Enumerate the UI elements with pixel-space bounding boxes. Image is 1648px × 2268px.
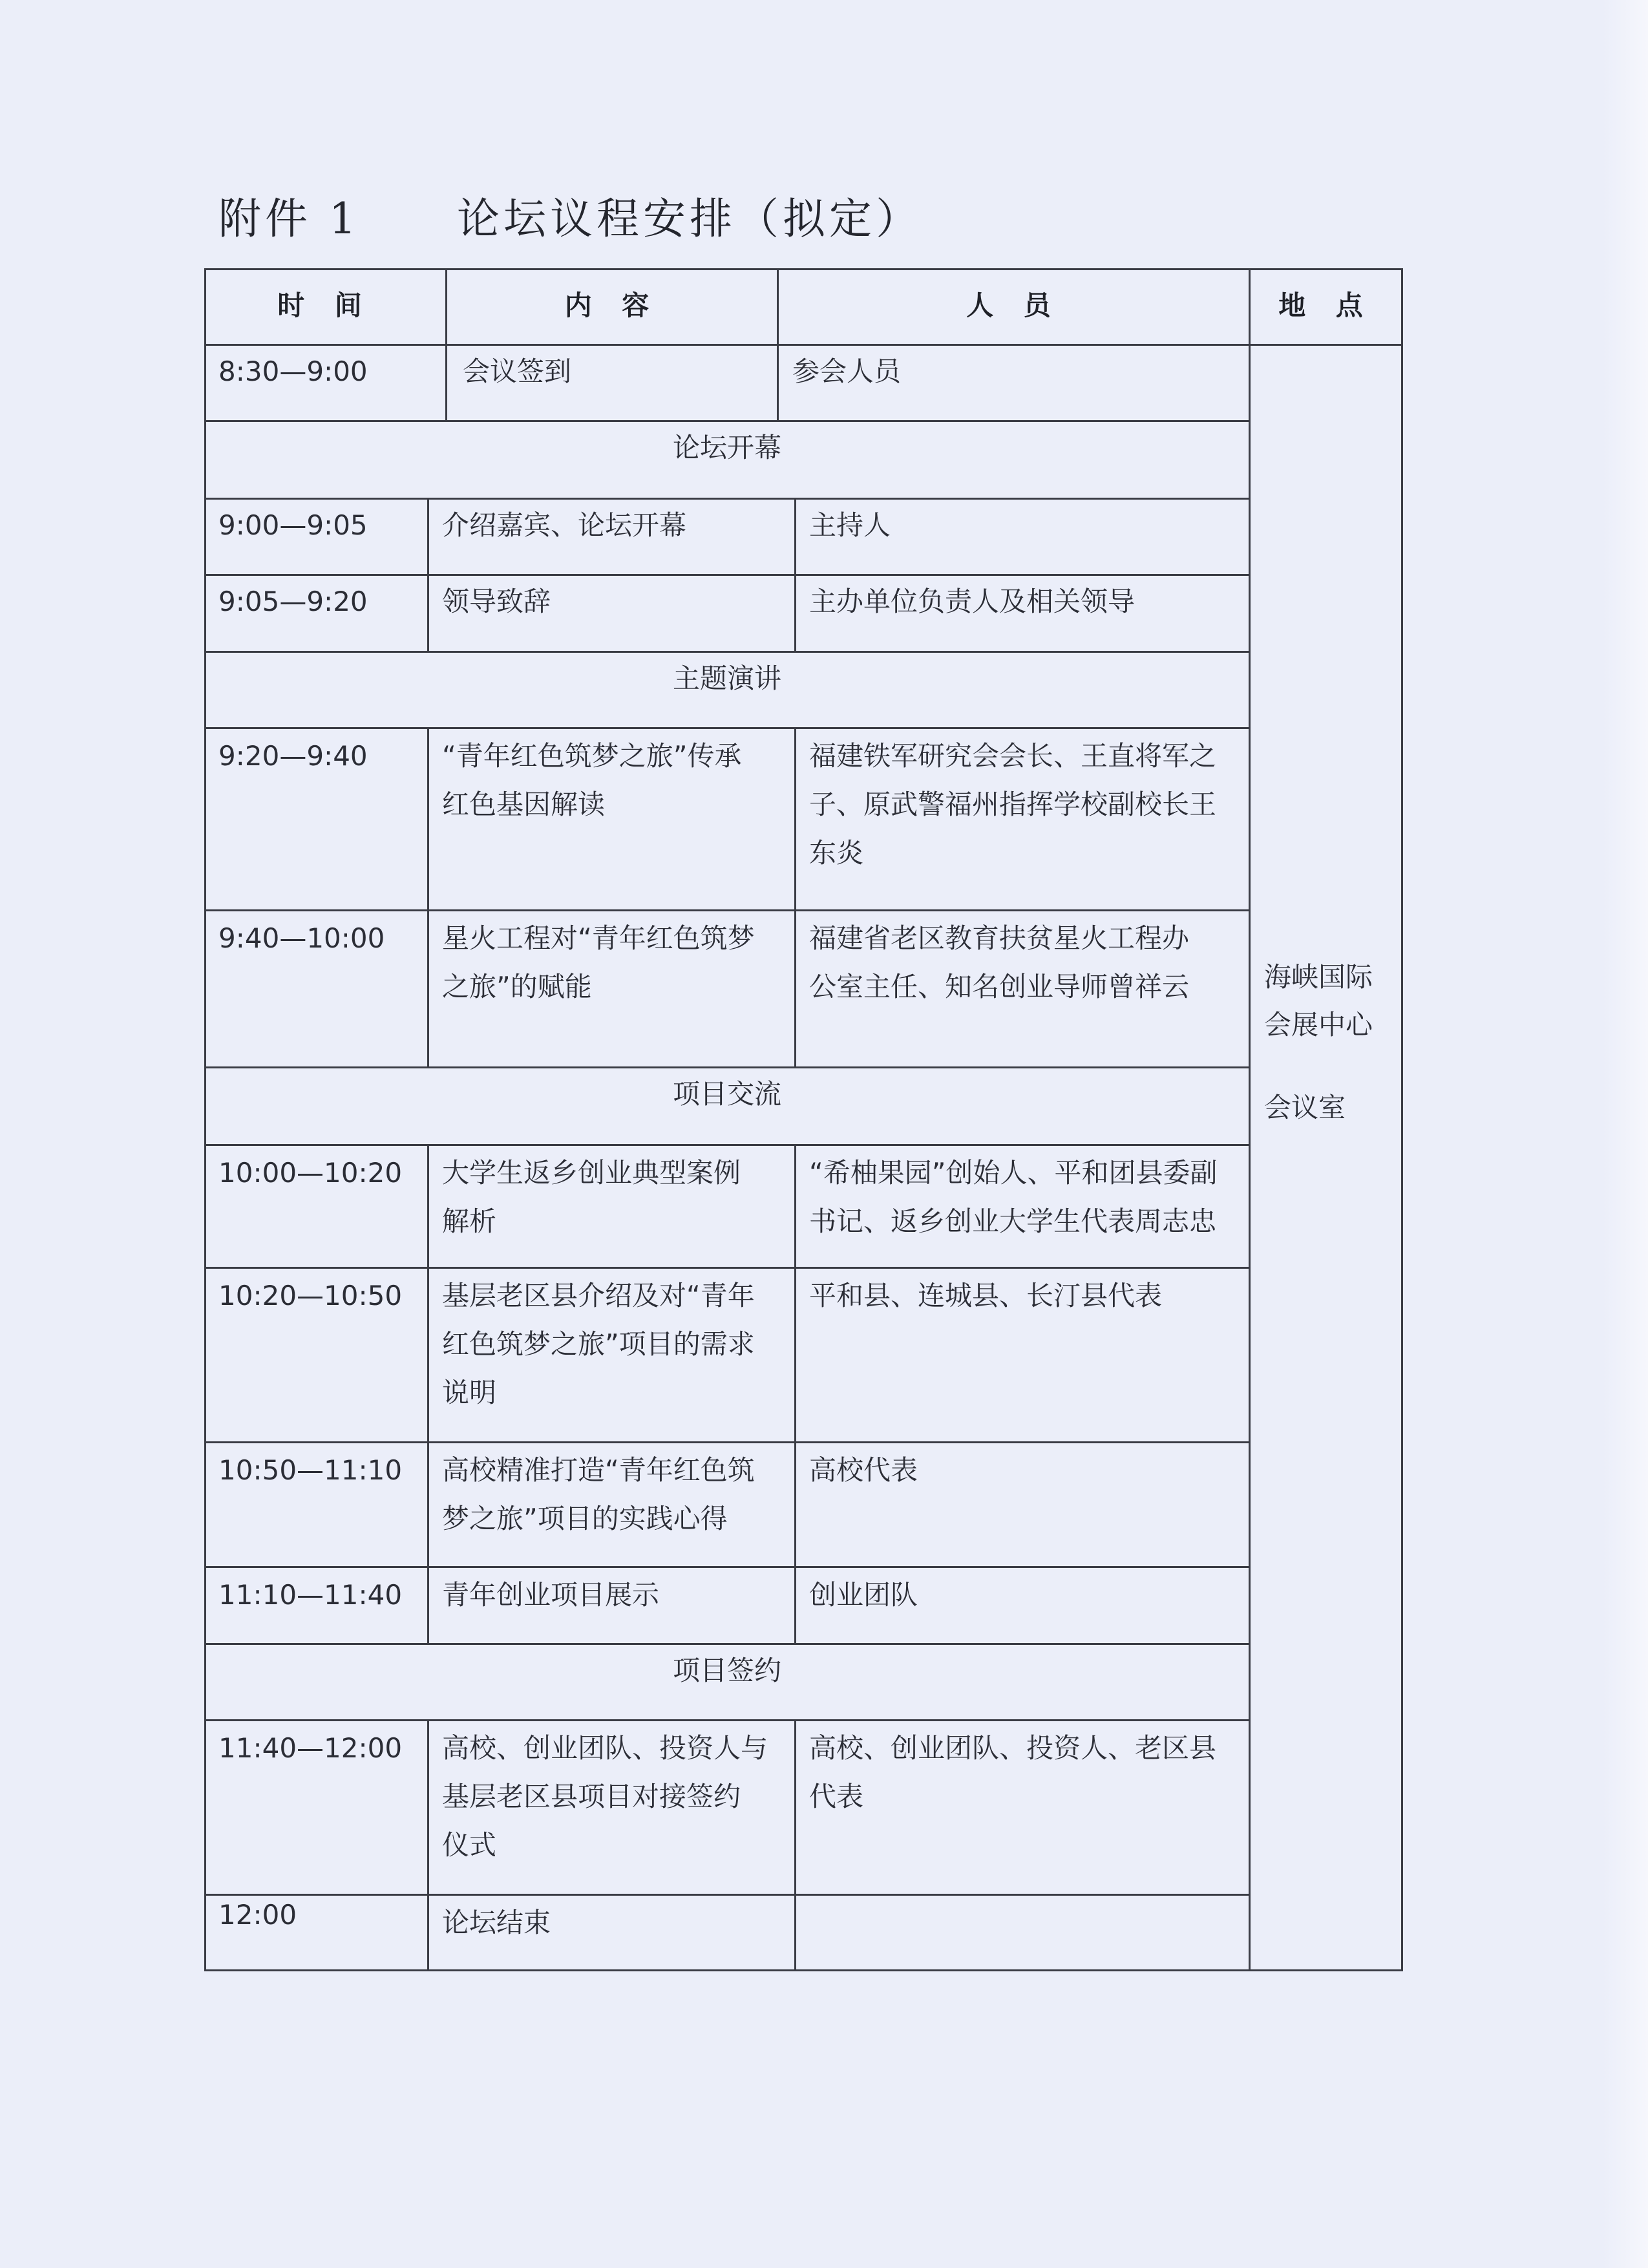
row-content: 高校精准打造“青年红色筑 梦之旅”项目的实践心得 [442,1454,755,1534]
rule-col [794,1144,796,1645]
section-heading: 论坛开幕 [672,432,781,463]
rule-col [794,498,796,653]
row-people: 主办单位负责人及相关领导 [809,586,1136,617]
row-people: 福建省老区教育扶贫星火工程办 公室主任、知名创业导师曾祥云 [809,922,1190,1002]
row-content: 大学生返乡创业典型案例 解析 [442,1157,741,1237]
row-content: 论坛结束 [442,1907,551,1938]
venue-place: 海峡国际会展中心 [1264,961,1373,1041]
rule-bottom [204,1969,1403,1971]
row-time: 8:30—9:00 [218,355,368,387]
row-time: 10:50—11:10 [218,1454,403,1486]
row-content: 介绍嘉宾、论坛开幕 [442,509,687,541]
section-heading: 项目签约 [672,1655,781,1686]
attachment-label: 附件 1 [218,194,360,244]
column-header-people: 人 员 [966,290,1061,321]
row-content: 青年创业项目展示 [442,1579,660,1611]
section-heading: 主题演讲 [672,662,781,694]
rule-header-bottom [204,344,1403,346]
scan-page-edge [1603,0,1648,2268]
agenda-table [204,268,1403,1971]
document-header [218,184,922,246]
rule-venue-divider [1249,268,1251,1971]
rule [204,1894,1250,1896]
row-people: 参会人员 [792,355,902,387]
rule [204,727,1250,729]
venue-room: 会议室 [1264,1092,1346,1123]
rule-top [204,268,1403,270]
row-content: 基层老区县介绍及对“青年 红色筑梦之旅”项目的需求 说明 [442,1280,755,1408]
row-content: “青年红色筑梦之旅”传承 红色基因解读 [442,740,742,820]
rule [204,498,1250,500]
row-time: 9:00—9:05 [218,509,368,541]
rule [204,1144,1250,1146]
row-time: 12:00 [218,1899,297,1931]
row-time: 10:20—10:50 [218,1280,403,1311]
column-header-venue: 地 点 [1278,290,1373,321]
row-time: 11:10—11:40 [218,1579,403,1611]
row-content: 会议签到 [463,355,572,387]
rule [204,1566,1250,1568]
row-people: 高校、创业团队、投资人、老区县 代表 [809,1732,1217,1812]
row-content: 高校、创业团队、投资人与 基层老区县项目对接签约 仪式 [442,1732,768,1861]
row-time: 10:00—10:20 [218,1157,403,1189]
rule [204,420,1250,422]
row-time: 9:05—9:20 [218,586,368,617]
column-header-content: 内 容 [564,290,660,321]
rule [204,651,1250,653]
row-people: “希柚果园”创始人、平和团县委副 书记、返乡创业大学生代表周志忠 [809,1157,1218,1237]
row-content: 领导致辞 [442,586,551,617]
rule [204,1643,1250,1645]
rule-col [794,727,796,1068]
page-title: 论坛议程安排（拟定） [456,194,922,244]
rule [204,909,1250,911]
row-people: 创业团队 [809,1579,918,1611]
column-header-time: 时 间 [277,290,372,321]
row-time: 9:20—9:40 [218,740,368,772]
row-content: 星火工程对“青年红色筑梦 之旅”的赋能 [442,922,755,1002]
rule-col [427,727,429,1068]
row-people: 平和县、连城县、长汀县代表 [809,1280,1163,1311]
rule-col [427,498,429,653]
rule [204,1267,1250,1269]
rule [204,1066,1250,1068]
rule [204,1719,1250,1721]
rule [204,574,1250,576]
row-people: 福建铁军研究会会长、王直将军之 子、原武警福州指挥学校副校长王 东炎 [809,740,1217,869]
rule [204,1441,1250,1443]
row-people: 高校代表 [809,1454,918,1486]
rule-col [427,1144,429,1645]
rule-right [1401,268,1403,1971]
rule-col [794,1719,796,1971]
row-time: 11:40—12:00 [218,1732,403,1764]
rule-left [204,268,206,1971]
section-heading: 项目交流 [672,1078,781,1110]
row-time: 9:40—10:00 [218,922,385,954]
row-people: 主持人 [809,509,891,541]
rule-col [427,1719,429,1971]
